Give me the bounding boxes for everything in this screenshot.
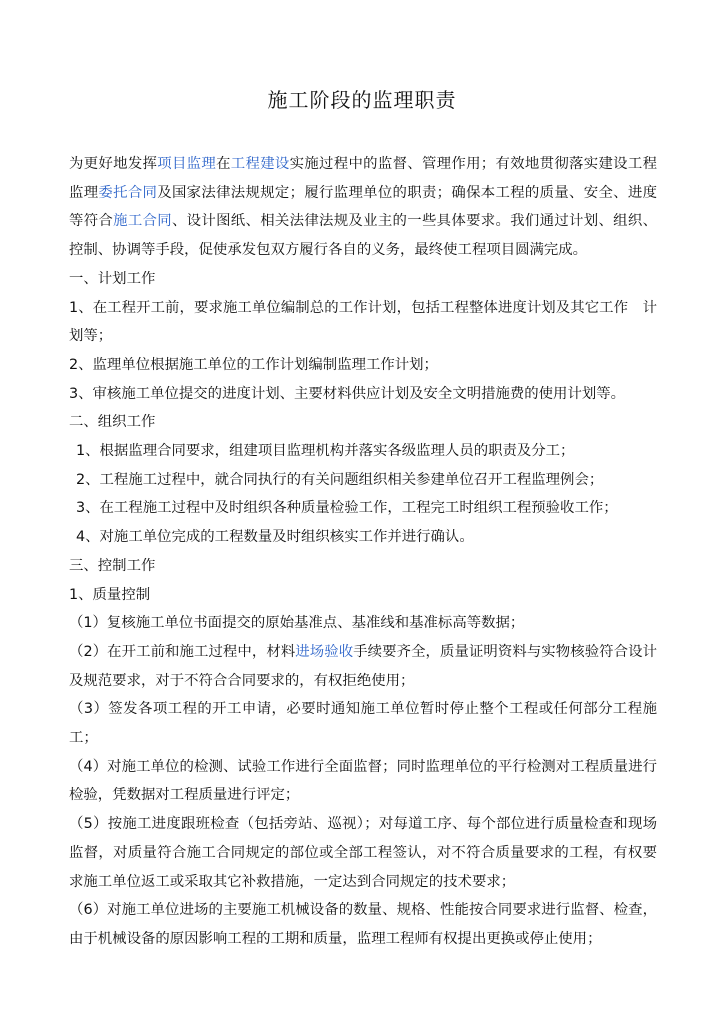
paragraph xyxy=(69,380,657,409)
text-segment: 为更好地发挥 xyxy=(69,156,158,172)
text-segment: （1）复核施工单位书面提交的原始基准点、基准线和基准标高等数据； xyxy=(69,615,525,632)
text-segment: 手续要齐全，质量证明资料与实物核验符合设计及规范要求，对于不符合合同要求的，有权拒绝使用； xyxy=(69,643,657,689)
paragraph xyxy=(69,408,657,437)
text-segment: 2、工程施工过程中，就合同执行的有关问题组织相关参建单位召开工程监理例会； xyxy=(76,471,604,488)
paragraph xyxy=(69,581,657,610)
text-segment: 在 xyxy=(216,156,231,172)
inline-link[interactable]: 项目监理 xyxy=(157,156,217,172)
paragraph xyxy=(69,638,657,695)
text-segment: （5）按施工进度跟班检查（包括旁站、巡视）；对每道工序、每个部位进行质量检查和现场监督，对质量符合施工合同规定的部位或全部工程签认，对不符合质量要求的工程，有权要求施工单位返工或采取其它补救措施，一定达到合同规定的技术要求； xyxy=(69,816,657,890)
text-segment: 1、质量控制 xyxy=(69,586,151,603)
text-segment: 及国家法律法规规定；履行监理单位的职责；确保本工程的质量、安全、进度等符合 xyxy=(69,184,657,230)
text-segment: （4）对施工单位的检测、试验工作进行全面监督；同时监理单位的平行检测对工程质量进行检验，凭数据对工程质量进行评定； xyxy=(69,758,657,804)
paragraph xyxy=(69,810,657,896)
text-segment: 一、计划工作 xyxy=(69,270,156,287)
text-segment: 1、在工程开工前，要求施工单位编制总的工作计划，包括工程整体进度计划及其它工作 计划等； xyxy=(69,299,657,345)
text-segment: 、设计图纸、相关法律法规及业主的一些具体要求。我们通过计划、组织、控制、协调等手段，促使承发包双方履行各自的义务，最终使工程项目圆满完成。 xyxy=(69,213,657,259)
text-segment: 3、审核施工单位提交的进度计划、主要材料供应计划及安全文明措施费的使用计划等。 xyxy=(69,385,626,402)
text-segment: 2、监理单位根据施工单位的工作计划编制监理工作计划； xyxy=(69,356,438,373)
text-segment: 三、控制工作 xyxy=(69,557,156,574)
paragraph xyxy=(69,609,657,638)
text-segment: 4、对施工单位完成的工程数量及时组织核实工作并进行确认。 xyxy=(76,529,474,546)
text-segment: （2）在开工前和施工过程中，材料 xyxy=(69,643,296,660)
text-segment: （3）签发各项工程的开工申请，必要时通知施工单位暂时停止整个工程或任何部分工程施工； xyxy=(69,701,657,747)
paragraph xyxy=(69,494,657,523)
paragraph xyxy=(69,695,657,752)
paragraph xyxy=(69,150,657,265)
paragraph xyxy=(69,294,657,351)
text-segment: 二、组织工作 xyxy=(69,414,156,431)
inline-link[interactable]: 进场验收 xyxy=(295,643,354,660)
paragraph xyxy=(69,896,657,953)
paragraph xyxy=(69,523,657,552)
paragraph xyxy=(69,466,657,495)
paragraph xyxy=(69,351,657,380)
inline-link[interactable]: 施工合同 xyxy=(113,213,172,230)
paragraph xyxy=(69,552,657,581)
text-segment: （6）对施工单位进场的主要施工机械设备的数量、规格、性能按合同要求进行监督、检查，由于机械设备的原因影响工程的工期和质量，监理工程师有权提出更换或停止使用； xyxy=(69,902,657,947)
inline-link[interactable]: 委托合同 xyxy=(98,184,158,201)
text-segment: 1、根据监理合同要求，组建项目监理机构并落实各级监理人员的职责及分工； xyxy=(76,443,575,460)
inline-link[interactable]: 工程建设 xyxy=(230,156,290,172)
text-segment: 实施过程中的监督、管理作用；有效地贯彻落实建设工程监理 xyxy=(69,156,657,201)
paragraph xyxy=(69,265,657,294)
paragraph xyxy=(69,437,657,466)
paragraph xyxy=(69,753,657,810)
document-body xyxy=(69,150,657,954)
text-segment: 3、在工程施工过程中及时组织各种质量检验工作，工程完工时组织工程预验收工作； xyxy=(76,500,618,517)
page-title: 施工阶段的监理职责 xyxy=(267,88,457,112)
